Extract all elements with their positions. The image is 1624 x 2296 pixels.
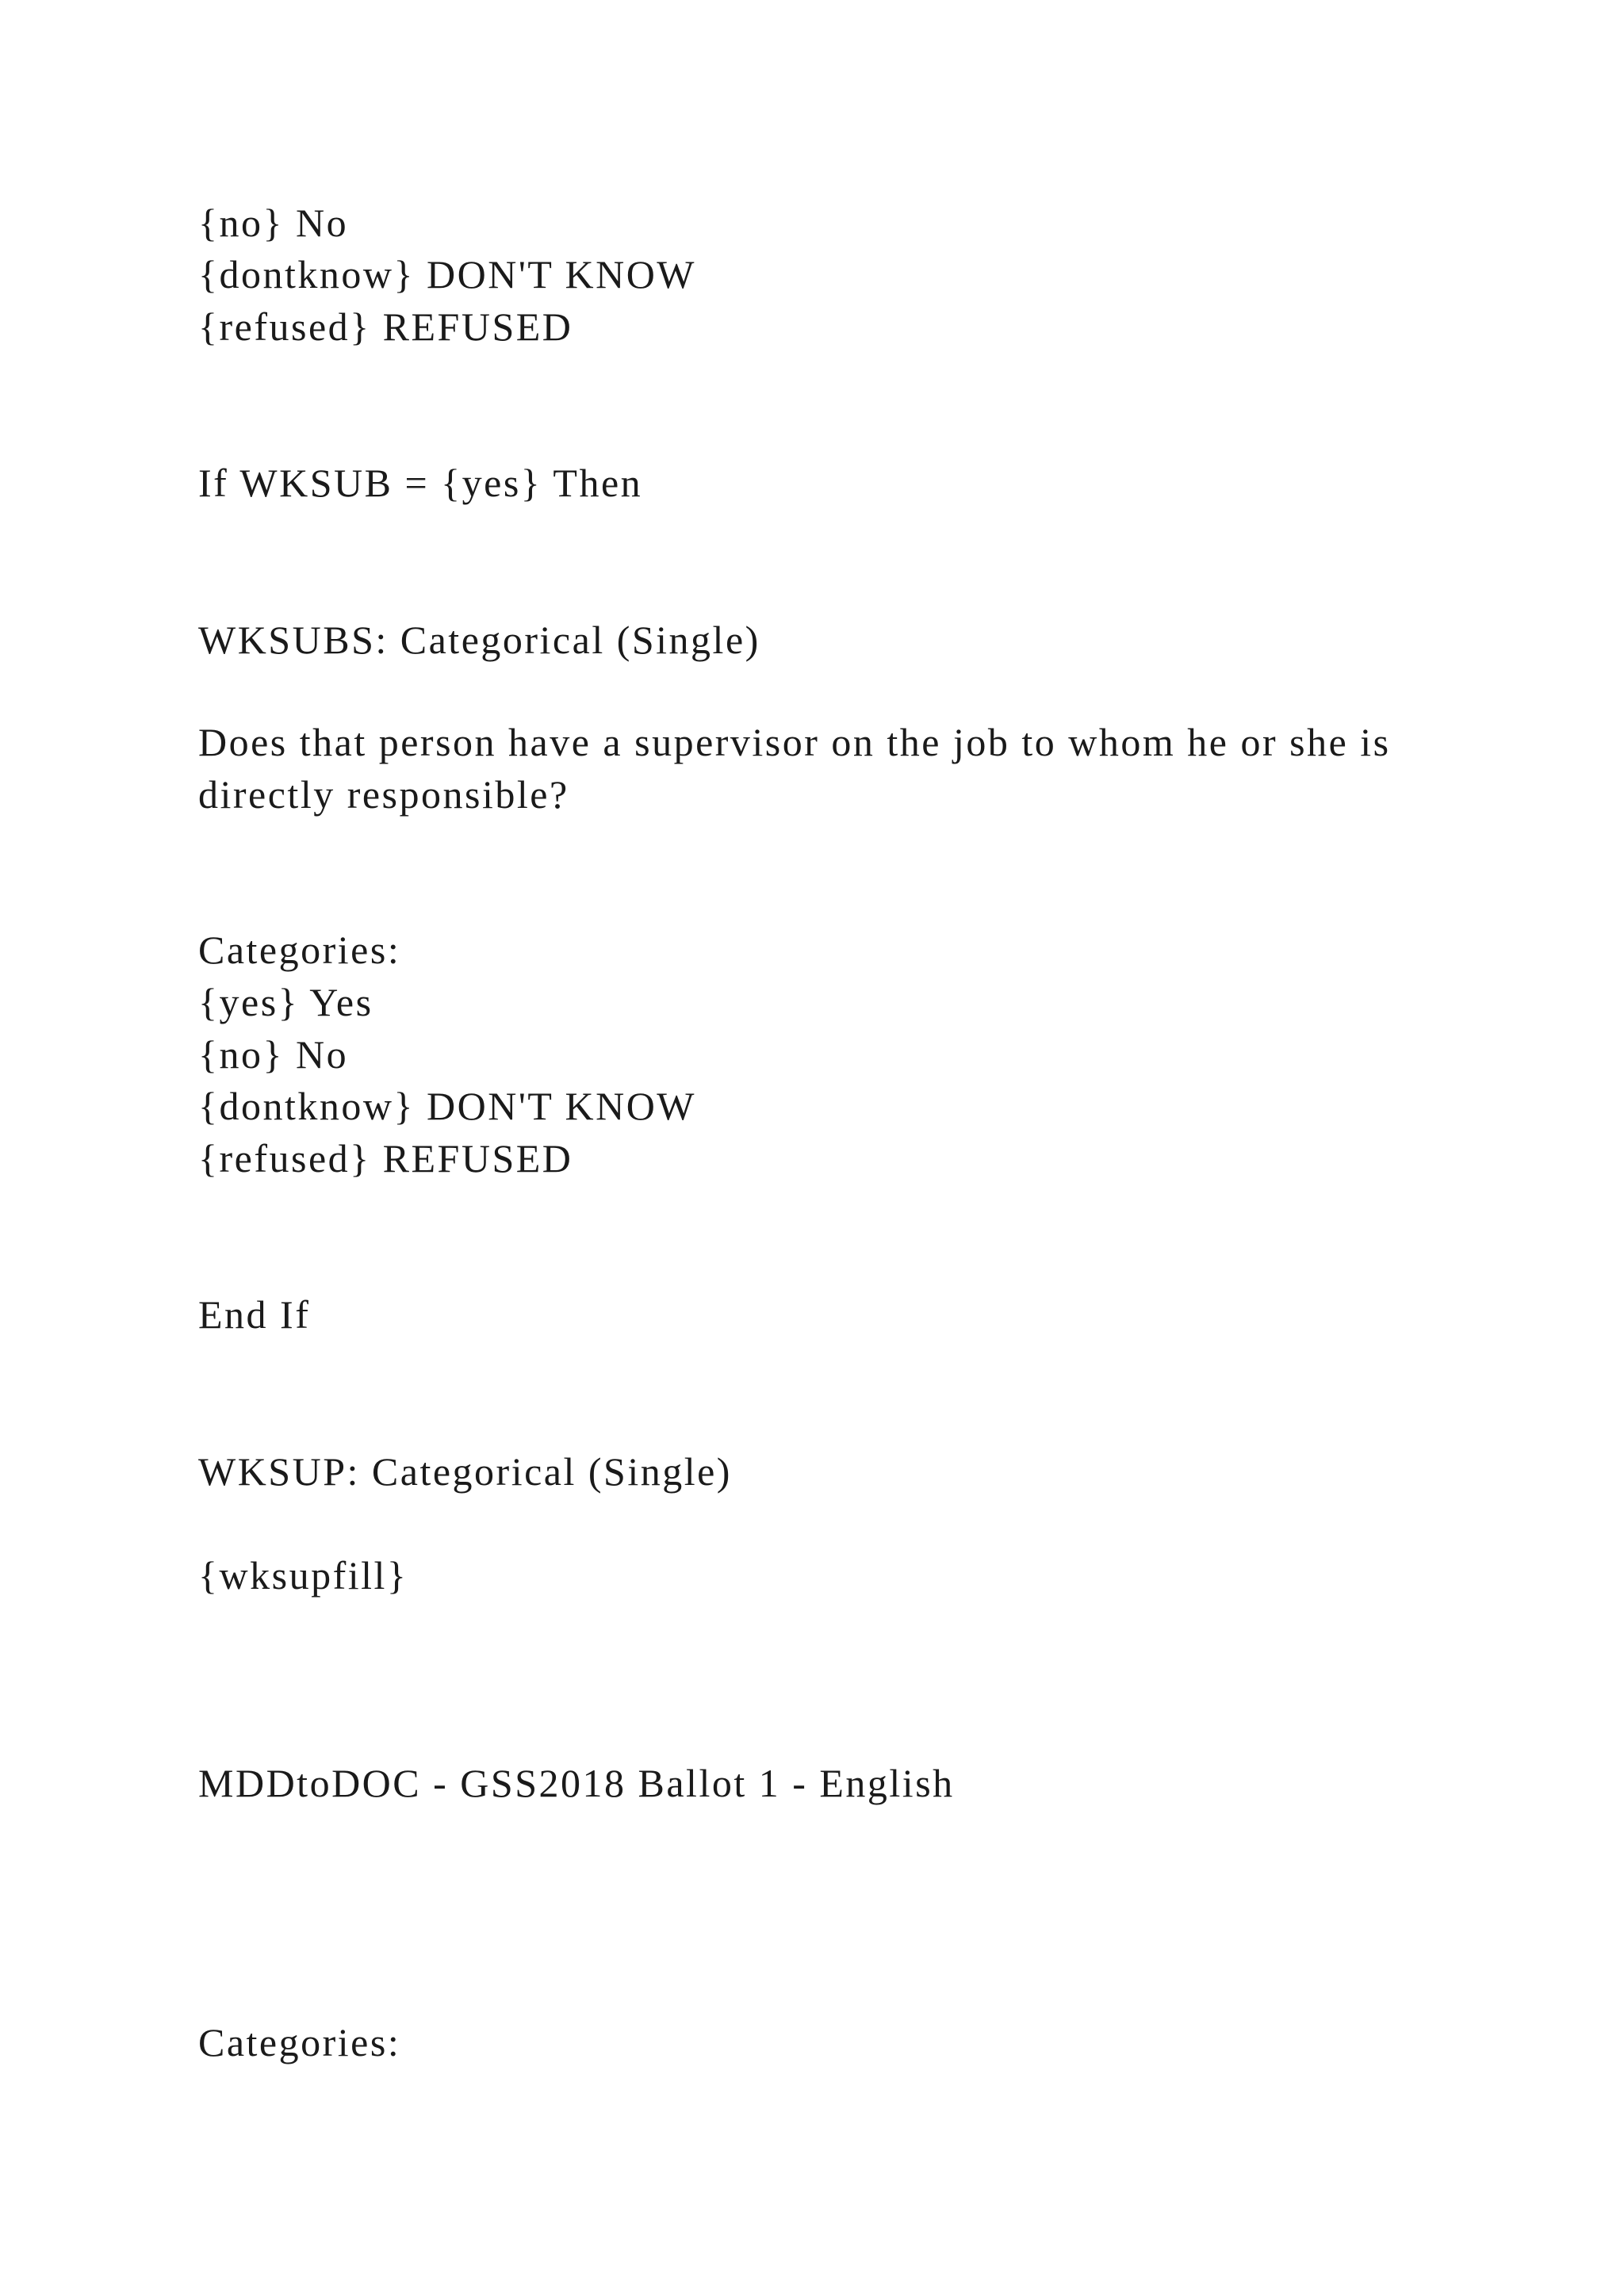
category-no: {no} No	[198, 1032, 349, 1077]
question-text-wksubs: Does that person have a supervisor on the job to whom he or she is directly responsible?	[198, 720, 1391, 817]
category-dontknow: {dontknow} DON'T KNOW	[198, 252, 696, 297]
categories-label: Categories:	[198, 2020, 401, 2064]
question-heading-wksup: WKSUP: Categorical (Single)	[198, 1449, 732, 1494]
categories-label: Categories:	[198, 928, 401, 972]
category-yes: {yes} Yes	[198, 980, 373, 1024]
condition-end: End If	[198, 1292, 311, 1337]
category-dontknow: {dontknow} DON'T KNOW	[198, 1084, 696, 1128]
category-refused: {refused} REFUSED	[198, 1136, 573, 1181]
document-footer-title: MDDtoDOC - GSS2018 Ballot 1 - English	[198, 1761, 955, 1805]
category-refused: {refused} REFUSED	[198, 304, 573, 349]
condition-if: If WKSUB = {yes} Then	[198, 461, 643, 505]
category-no: {no} No	[198, 201, 349, 245]
question-fill-wksup: {wksupfill}	[198, 1553, 408, 1598]
question-heading-wksubs: WKSUBS: Categorical (Single)	[198, 618, 760, 662]
